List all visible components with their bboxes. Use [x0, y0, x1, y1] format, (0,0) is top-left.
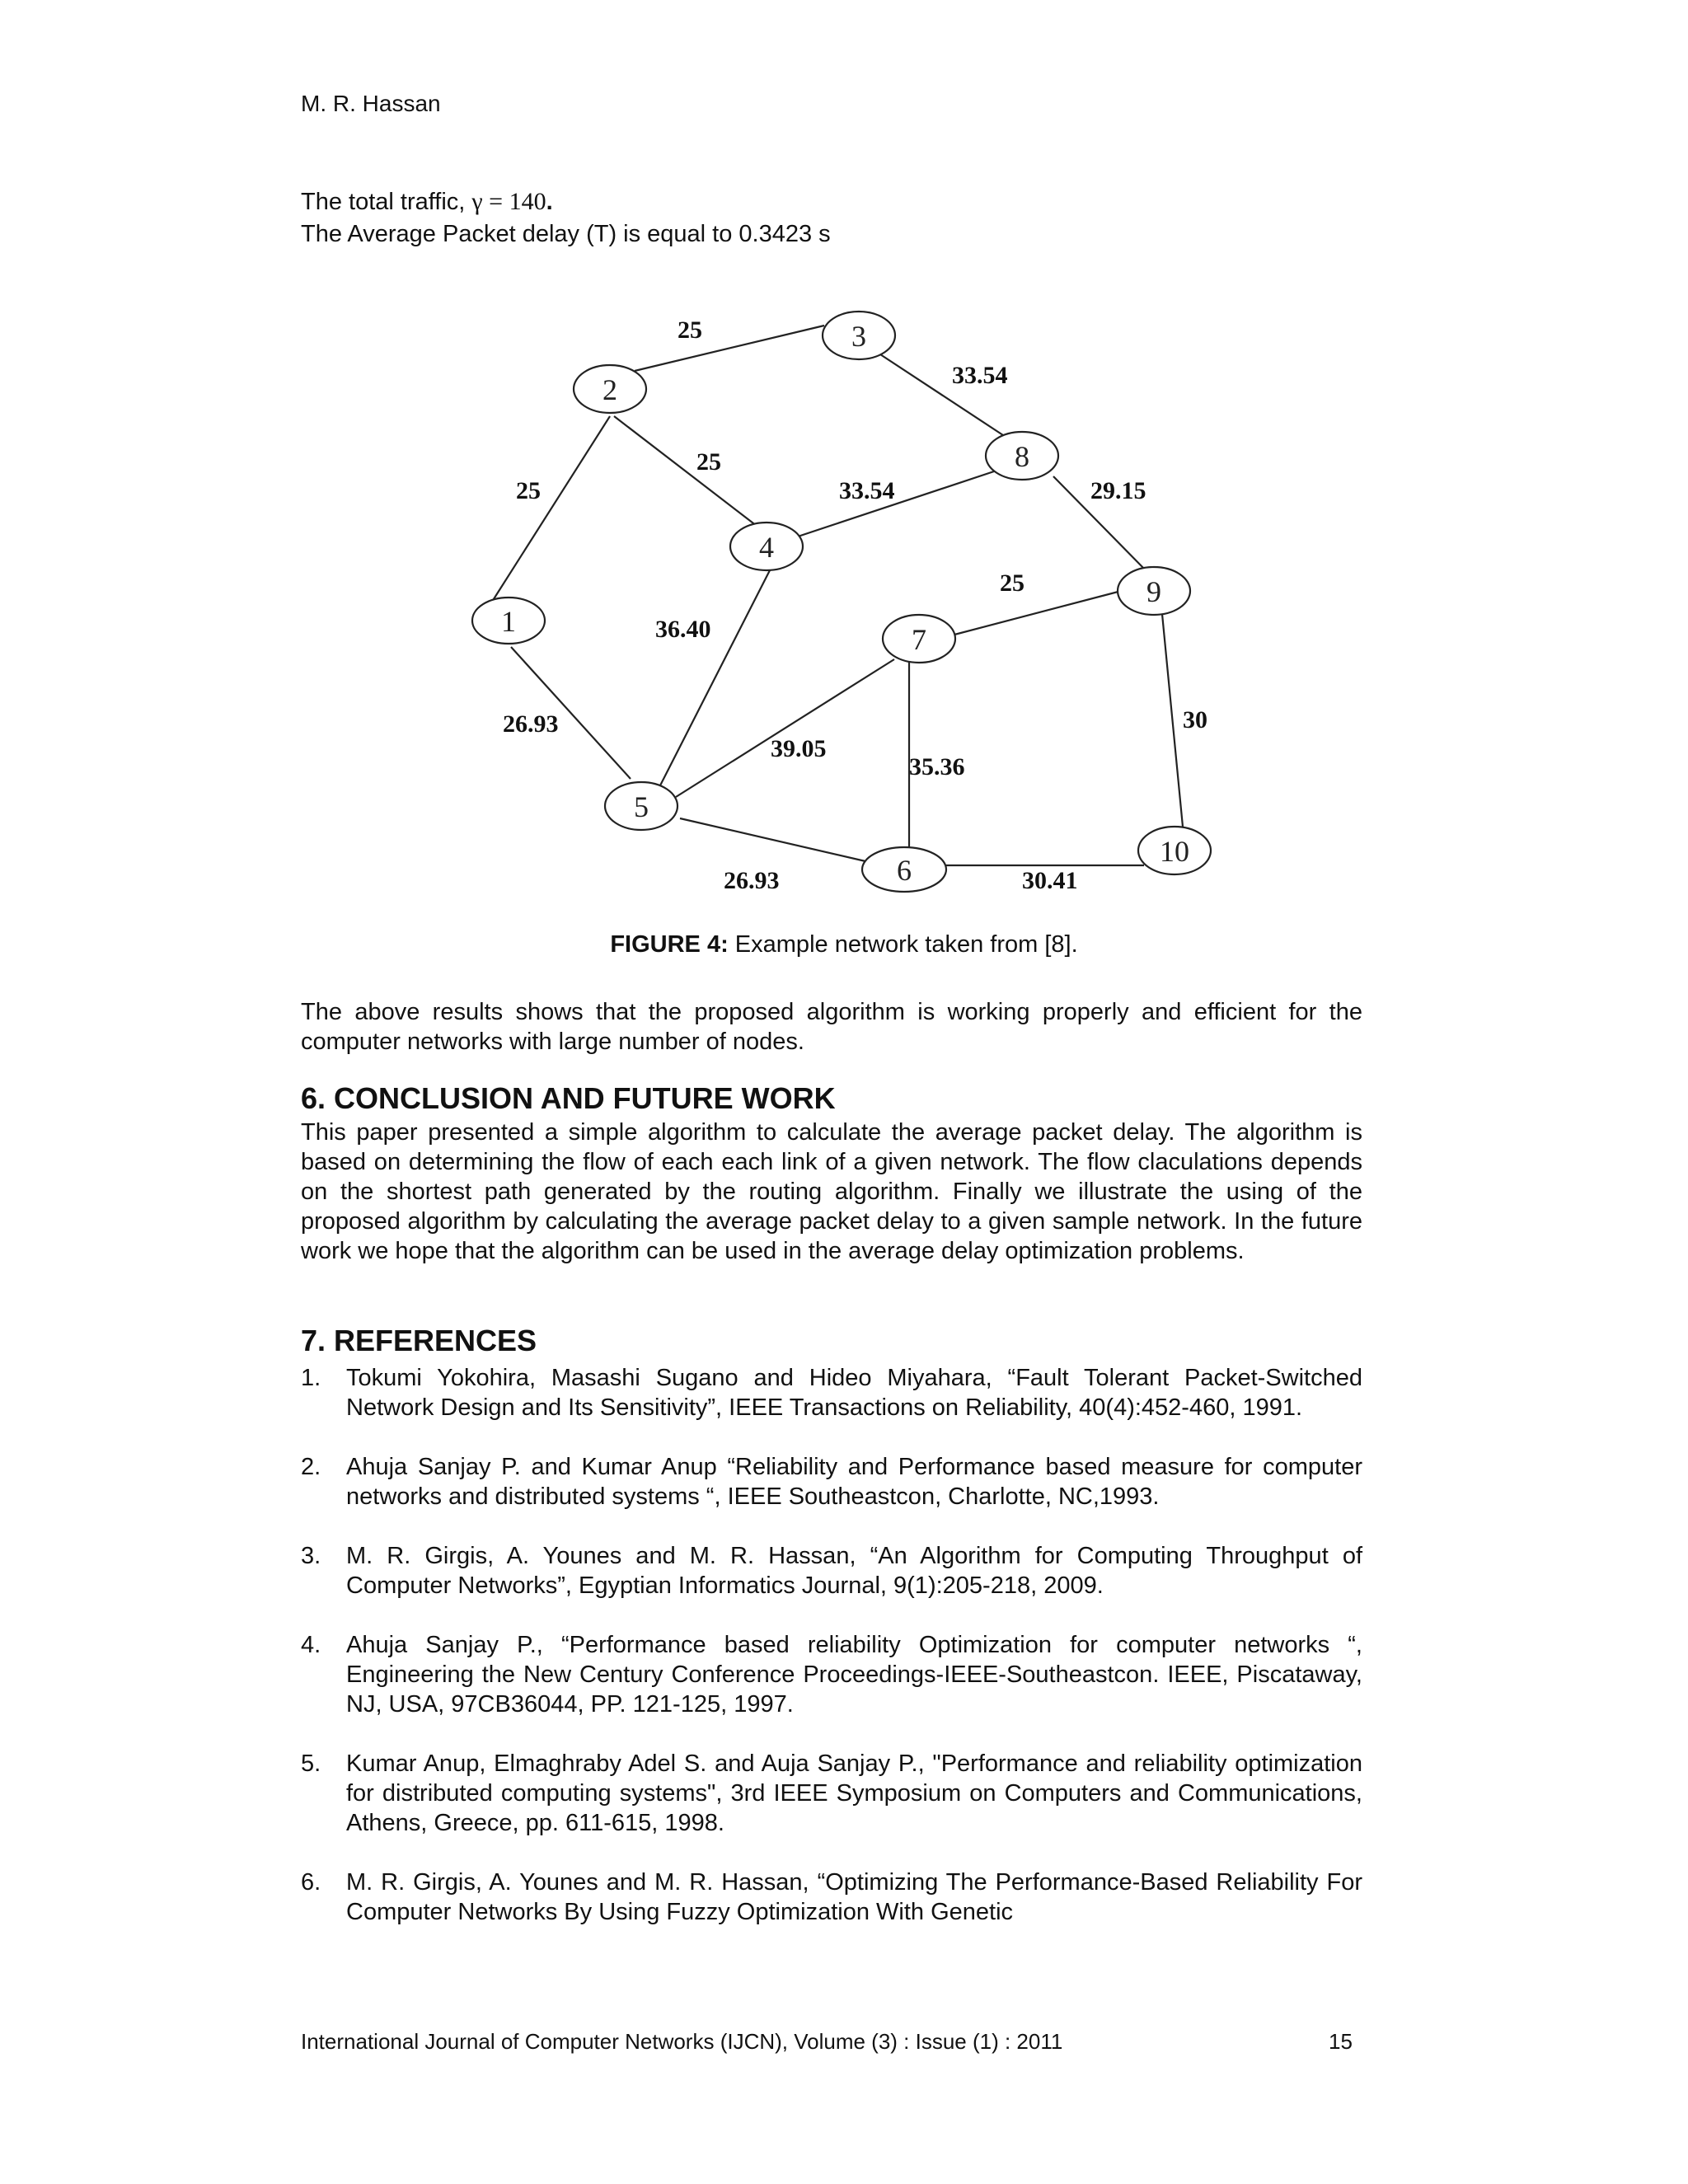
running-header-author: M. R. Hassan	[301, 91, 441, 116]
edge-weight-4-8: 33.54	[839, 477, 895, 504]
edge-weight-4-5: 36.40	[655, 616, 711, 643]
reference-text: Ahuja Sanjay P. and Kumar Anup “Reliability and Performance based measure for computer networks and distributed systems “, IEEE Southeastcon, Charlotte, NC,1993.	[346, 1454, 1362, 1510]
figure-caption	[0, 931, 1688, 958]
reference-text: Tokumi Yokohira, Masashi Sugano and Hideo Miyahara, “Fault Tolerant Packet-Switched Network Design and Its Sensitivity”, IEEE Transactions on Reliability, 40(4):452-460, 1991.	[346, 1365, 1362, 1421]
edge-weight-3-8: 33.54	[952, 362, 1008, 389]
edge-2-3	[635, 326, 824, 371]
node-label: 1	[501, 605, 516, 638]
reference-number: 5.	[301, 1750, 321, 1777]
node-label: 3	[851, 320, 866, 353]
total-traffic-prefix: The total traffic,	[301, 189, 466, 215]
reference-item	[301, 1452, 1362, 1511]
page-number: 15	[1329, 2029, 1353, 2054]
reference-item	[301, 1749, 1362, 1838]
references-list	[301, 1363, 1362, 1957]
total-traffic-suffix: .	[546, 189, 553, 215]
node-label: 10	[1160, 835, 1189, 868]
edge-1-2	[492, 416, 610, 602]
reference-number: 6.	[301, 1869, 321, 1896]
reference-item	[301, 1630, 1362, 1719]
node-label: 7	[912, 623, 926, 656]
edge-weight-8-9: 29.15	[1090, 477, 1146, 504]
reference-number: 2.	[301, 1454, 321, 1480]
edge-weight-7-6: 35.36	[909, 753, 965, 780]
edge-weight-2-4: 25	[696, 448, 721, 476]
figure-caption-text: Example network taken from [8].	[728, 931, 1078, 958]
reference-text: M. R. Girgis, A. Younes and M. R. Hassan, “An Algorithm for Computing Throughput of Computer Networks”, Egyptian Informatics Journal, 9(1):205-218, 2009.	[346, 1543, 1362, 1599]
edge-9-10	[1162, 614, 1183, 827]
node-label: 8	[1015, 440, 1029, 473]
reference-number: 3.	[301, 1543, 321, 1569]
reference-text: Kumar Anup, Elmaghraby Adel S. and Auja Sanjay P., "Performance and reliability optimization for distributed computing systems", 3rd IEEE Symposium on Computers and Communications, Athens, Greece, pp. 611-615, 1998.	[346, 1750, 1362, 1836]
conclusion-body: This paper presented a simple algorithm to calculate the average packet delay. The algorithm is based on determining the flow of each each link of a given network. The flow claculations depends on the shortest path generated by the routing algorithm. Finally we illustrate the using of the proposed algorithm by calculating the average packet delay to a given sample network. In the future work we hope that the algorithm can be used in the average delay optimization problems.	[301, 1119, 1362, 1264]
reference-text: M. R. Girgis, A. Younes and M. R. Hassan, “Optimizing The Performance-Based Reliability For Computer Networks By Using Fuzzy Optimization With Genetic	[346, 1869, 1362, 1925]
edge-5-7	[676, 659, 894, 797]
node-label: 5	[634, 790, 649, 823]
node-label: 2	[603, 373, 617, 406]
edge-4-8	[795, 470, 999, 537]
reference-item	[301, 1868, 1362, 1927]
edge-2-4	[614, 416, 757, 526]
edge-weight-5-6: 26.93	[724, 867, 780, 894]
network-figure	[0, 0, 1688, 923]
figure-caption-label: FIGURE 4:	[610, 931, 729, 958]
node-label: 6	[897, 854, 912, 887]
edge-5-6	[680, 818, 865, 861]
reference-item	[301, 1363, 1362, 1422]
edge-weight-1-2: 25	[516, 477, 541, 504]
conclusion-heading: 6. CONCLUSION AND FUTURE WORK	[301, 1081, 836, 1115]
reference-text: Ahuja Sanjay P., “Performance based reliability Optimization for computer networks “, Engineering the New Century Conference Proceedings-IEEE-Southeastcon. IEEE, Piscataway, NJ, USA, 97CB36044, PP. 121-125, 1997.	[346, 1632, 1362, 1718]
total-traffic-formula: γ = 140	[471, 188, 546, 215]
edge-weight-6-10: 30.41	[1022, 867, 1078, 894]
edge-weight-2-3: 25	[678, 316, 702, 344]
reference-item	[301, 1541, 1362, 1601]
footer-journal: International Journal of Computer Networks (IJCN), Volume (3) : Issue (1) : 2011	[301, 2029, 1063, 2054]
reference-number: 1.	[301, 1365, 321, 1391]
results-paragraph: The above results shows that the proposed algorithm is working properly and efficient for the computer networks with large number of nodes.	[301, 999, 1362, 1055]
node-label: 9	[1146, 575, 1161, 608]
edge-7-9	[954, 589, 1128, 635]
references-heading: 7. REFERENCES	[301, 1324, 537, 1357]
edge-weight-5-7: 39.05	[771, 735, 827, 762]
edge-weight-1-5: 26.93	[503, 710, 559, 738]
edge-weight-9-10: 30	[1183, 706, 1207, 733]
edge-weight-7-9: 25	[1000, 569, 1025, 597]
average-delay-line: The Average Packet delay (T) is equal to 0.3423 s	[301, 221, 831, 247]
reference-number: 4.	[301, 1632, 321, 1658]
edge-4-5	[659, 569, 771, 787]
node-label: 4	[759, 531, 774, 564]
